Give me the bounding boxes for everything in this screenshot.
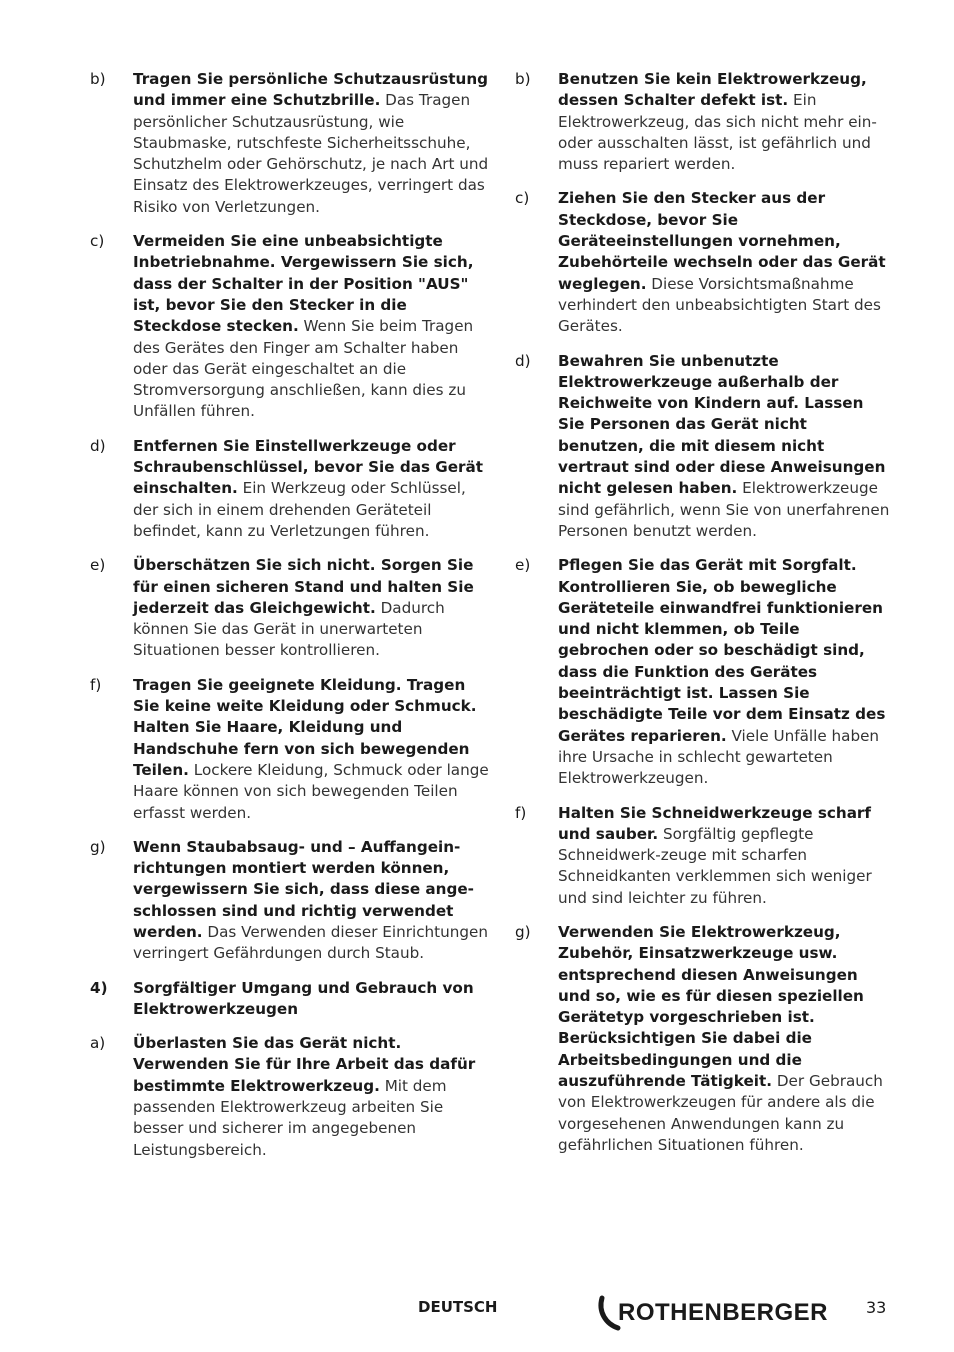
page-number: 33 — [866, 1298, 887, 1317]
item-normal-text: Das Tragen persönlicher Schutzausrüstung, wie Staubmaske, rutschfeste Sicherheitsschuhe, Schutzhelm oder Gehörschutz, je nach Art und Einsatz des Elektrowerkzeuges, verringert das Risiko von Verletzungen. — [133, 91, 489, 216]
item-text — [558, 69, 890, 175]
right-column — [515, 69, 890, 1169]
item-text — [133, 555, 490, 661]
item-bold-text: Wenn Staubabsaug- und – Auffangein-richtungen montiert werden können, vergewissern Sie sich, dass diese ange-schlossen sind und richtig verwendet werden. — [133, 837, 474, 941]
list-item — [90, 978, 490, 1021]
rothenberger-logo — [596, 1290, 836, 1334]
item-bold-text: Entfernen Sie Einstellwerkzeuge oder Schraubenschlüssel, bevor Sie das Gerät einschalten. — [133, 436, 484, 498]
item-label: f) — [90, 675, 102, 694]
item-label: c) — [515, 189, 530, 208]
list-item — [515, 69, 890, 175]
left-column — [90, 69, 490, 1174]
item-label: a) — [90, 1034, 106, 1053]
item-text — [558, 351, 890, 543]
item-normal-text: Mit dem passenden Elektrowerkzeug arbeiten Sie besser und sicherer im angegebenen Leistungsbereich. — [133, 1076, 447, 1159]
item-text — [558, 555, 890, 789]
item-label: e) — [515, 556, 531, 575]
item-text — [558, 803, 890, 909]
item-bold-text: Sorgfältiger Umgang und Gebrauch von Elektrowerkzeugen — [133, 978, 474, 1018]
item-bold-text: Vermeiden Sie eine unbeabsichtigte Inbetriebnahme. Vergewissern Sie sich, dass der Schalter in der Position "AUS" ist, bevor Sie den Stecker in die Steckdose stecken. — [133, 232, 474, 336]
item-text — [133, 1033, 490, 1161]
item-label: e) — [90, 556, 106, 575]
item-bold-text: Halten Sie Schneidwerkzeuge scharf und sauber. — [558, 803, 872, 843]
item-normal-text: Wenn Sie beim Tragen des Gerätes den Finger am Schalter haben oder das Gerät eingeschaltet an die Stromversorgung anschließen, kann dies zu Unfällen führen. — [133, 317, 474, 421]
item-text — [133, 231, 490, 423]
item-normal-text: Das Verwenden dieser Einrichtungen verringert Gefährdungen durch Staub. — [133, 922, 489, 963]
item-bold-text: Benutzen Sie kein Elektrowerkzeug, dessen Schalter defekt ist. — [558, 70, 867, 110]
item-text — [558, 922, 890, 1156]
list-item — [90, 69, 490, 218]
item-bold-text: Ziehen Sie den Stecker aus der Steckdose, bevor Sie Geräteeinstellungen vornehmen, Zubehörteile wechseln oder das Gerät weglegen. — [558, 189, 886, 293]
list-item — [515, 188, 890, 337]
item-text — [133, 69, 490, 218]
list-item — [90, 555, 490, 661]
item-normal-text: Elektrowerkzeuge sind gefährlich, wenn Sie von unerfahrenen Personen benutzt werden. — [558, 479, 890, 540]
item-normal-text: Sorgfältig gepflegte Schneidwerk-zeuge mit scharfen Schneidkanten verklemmen sich weniger und sind leichter zu führen. — [558, 824, 872, 907]
list-item — [515, 922, 890, 1156]
item-label: g) — [90, 837, 106, 856]
item-text — [133, 837, 490, 965]
item-label: b) — [515, 70, 531, 88]
item-label: g) — [515, 922, 531, 941]
item-bold-text: Überlasten Sie das Gerät nicht. Verwenden Sie für Ihre Arbeit das dafür bestimmte Elektrowerkzeug. — [133, 1034, 476, 1095]
list-item — [90, 436, 490, 542]
item-label: d) — [515, 351, 531, 370]
item-text — [558, 188, 890, 337]
item-normal-text: Ein Elektrowerkzeug, das sich nicht mehr ein- oder ausschalten lässt, ist gefährlich und muss repariert werden. — [558, 91, 877, 174]
list-item — [90, 837, 490, 965]
item-normal-text: Viele Unfälle haben ihre Ursache in schlecht gewarteten Elektrowerkzeugen. — [558, 726, 880, 788]
list-item — [90, 675, 490, 824]
item-text — [133, 436, 490, 542]
list-item — [515, 803, 890, 909]
item-normal-text: Dadurch können Sie das Gerät in unerwarteten Situationen besser kontrollieren. — [133, 598, 445, 660]
list-item — [515, 555, 890, 789]
item-bold-text: Pflegen Sie das Gerät mit Sorgfalt. Kontrollieren Sie, ob bewegliche Geräteteile einwandfrei funktionieren und nicht klemmen, ob Teile gebrochen oder so beschädigt sind, dass die Funktion des Gerätes beeinträchtigt ist. Lassen Sie beschädigte Teile vor dem Einsatz des Gerätes reparieren. — [558, 556, 886, 745]
list-item — [515, 351, 890, 543]
item-label: d) — [90, 436, 106, 455]
item-label: c) — [90, 232, 105, 251]
list-item — [90, 231, 490, 423]
item-normal-text: Lockere Kleidung, Schmuck oder lange Haare können von sich bewegenden Teilen erfasst werden. — [133, 760, 489, 822]
item-normal-text: Der Gebrauch von Elektrowerkzeugen für andere als die vorgesehenen Anwendungen kann zu gefährlichen Situationen führen. — [558, 1072, 883, 1154]
item-normal-text: Diese Vorsichtsmaßnahme verhindert den unbeabsichtigten Start des Gerätes. — [558, 274, 881, 336]
item-text — [133, 978, 490, 1021]
item-bold-text: Verwenden Sie Elektrowerkzeug, Zubehör, Einsatzwerkzeuge usw. entsprechend diesen Anweisungen und so, wie es für diesen speziellen Gerätetyp vorgeschrieben ist. Berücksichtigen Sie dabei die Arbeitsbedingungen und die auszuführende Tätigkeit. — [558, 922, 864, 1091]
item-bold-text: Tragen Sie persönliche Schutzausrüstung und immer eine Schutzbrille. — [133, 70, 489, 110]
logo-wordmark: ROTHENBERGER — [618, 1299, 829, 1326]
item-label: 4) — [90, 978, 108, 997]
item-text — [133, 675, 490, 824]
logo-swoosh-icon — [601, 1298, 618, 1328]
item-label: f) — [515, 803, 527, 822]
item-bold-text: Überschätzen Sie sich nicht. Sorgen Sie für einen sicheren Stand und halten Sie jederzeit das Gleichgewicht. — [133, 556, 474, 617]
item-label: b) — [90, 70, 106, 88]
footer-language: DEUTSCH — [418, 1298, 498, 1316]
item-normal-text: Ein Werkzeug oder Schlüssel, der sich in einem drehenden Geräteteil befindet, kann zu Verletzungen führen. — [133, 479, 466, 540]
list-item — [90, 1033, 490, 1161]
item-bold-text: Tragen Sie geeignete Kleidung. Tragen Sie keine weite Kleidung oder Schmuck. Halten Sie Haare, Kleidung und Handschuhe fern von sich bewegenden Teilen. — [133, 675, 477, 779]
item-bold-text: Bewahren Sie unbenutzte Elektrowerkzeuge außerhalb der Reichweite von Kindern auf. Lassen Sie Personen das Gerät nicht benutzen, die mit diesem nicht vertraut sind oder diese Anweisungen nicht gelesen haben. — [558, 351, 886, 498]
